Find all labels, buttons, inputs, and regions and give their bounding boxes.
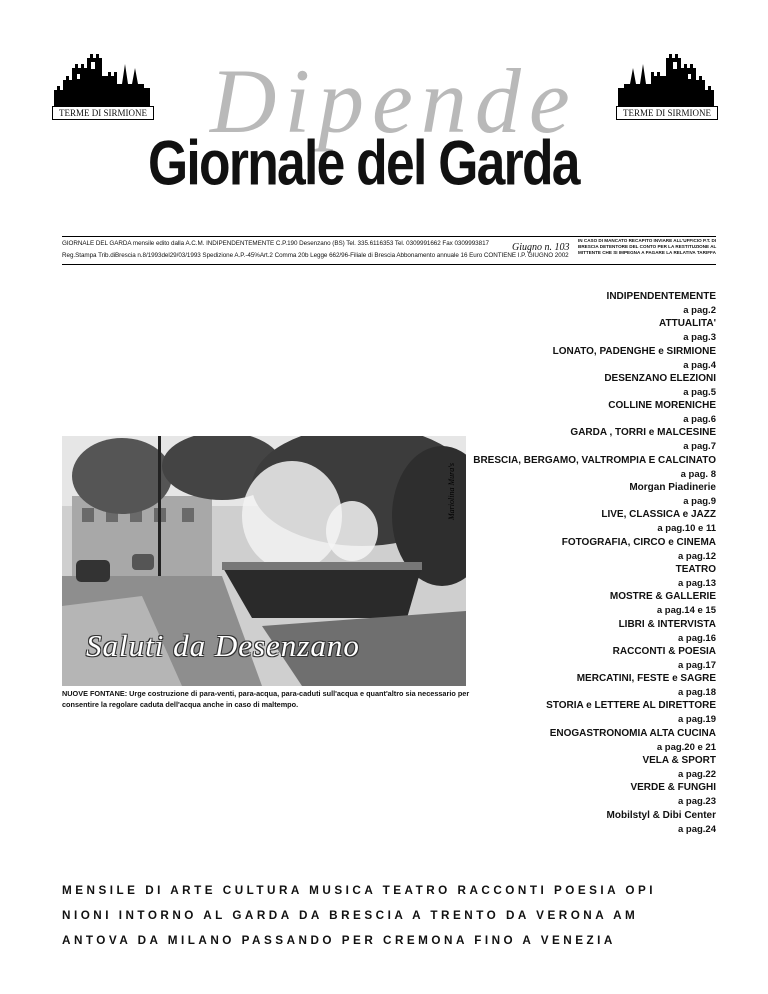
- newspaper-title: Giornale del Garda: [148, 127, 579, 199]
- registration-line: Reg.Stampa Trib.diBrescia n.8/1993del29/03/1993 Spedizione A.P.-45%Art.2 Comma 20b Legge 662/96-Filiale di Brescia Abbonamento annuale 16 Euro CONTIENE I.P. GIUGNO 2002: [62, 252, 569, 259]
- photo-overlay-text: Saluti da Desenzano: [86, 628, 360, 663]
- index-page: a pag.22: [677, 769, 716, 781]
- footer-tagline: [62, 878, 722, 953]
- index-page: a pag.16: [677, 632, 716, 644]
- right-logo-label: TERME DI SIRMIONE: [616, 106, 718, 120]
- castle-icon: [616, 50, 716, 106]
- index-page: a pag.24: [677, 823, 716, 835]
- footer-line-1: MENSILE DI ARTE CULTURA MUSICA TEATRO RACCONTI POESIA OPI: [62, 884, 657, 897]
- index-title: MOSTRE & GALLERIE: [609, 591, 716, 603]
- index-page: a pag.19: [677, 714, 716, 726]
- return-notice: IN CASO DI MANCATO RECAPITO INVIARE ALL'UFFICIO P.T. DI BRESCIA DETENTORE DEL CONTO PER LA RESTITUZIONE AL MITTENTE CHE SI IMPEGNA A PAGARE LA RELATIVA TARIFFA: [578, 238, 717, 255]
- index-title: VERDE & FUNGHI: [630, 782, 716, 794]
- index-title: Mobilstyl & Dibi Center: [606, 809, 716, 821]
- index-page: a pag.12: [677, 550, 716, 562]
- right-castle-logo: [616, 50, 716, 122]
- index-page: a pag.2: [683, 305, 716, 316]
- index-title: MERCATINI, FESTE e SAGRE: [576, 673, 716, 685]
- index-page: a pag.10 e 11: [657, 523, 716, 535]
- index-title: ATTUALITA': [659, 318, 716, 330]
- photo-caption: NUOVE FONTANE: Urge costruzione di para-venti, para-acqua, para-caduti sull'acqua e quant'altro sia necessario per consentire la regolare caduta dell'acqua anche in caso di maltempo.: [62, 689, 470, 709]
- index-page: a pag.7: [683, 441, 716, 453]
- index-title: RACCONTI & POESIA: [612, 645, 716, 657]
- photo-credit-text: Mariolina Mura's: [447, 462, 456, 520]
- index-title: STORIA e LETTERE AL DIRETTORE: [546, 700, 716, 712]
- index-title: VELA & SPORT: [642, 755, 716, 767]
- table-of-contents: [456, 290, 716, 836]
- index-page: a pag. 8: [680, 468, 716, 480]
- index-page: a pag.13: [677, 577, 716, 589]
- index-title: GARDA , TORRI e MALCESINE: [570, 427, 716, 439]
- index-page: a pag.6: [683, 414, 716, 426]
- index-title: COLLINE MORENICHE: [608, 400, 716, 412]
- index-title: BRESCIA, BERGAMO, VALTROMPIA E CALCINATO: [473, 454, 716, 466]
- index-title: LONATO, PADENGHE e SIRMIONE: [552, 345, 716, 357]
- index-page: a pag.14 e 15: [656, 605, 716, 617]
- index-page: a pag.5: [683, 386, 716, 398]
- index-page: a pag.3: [683, 332, 716, 344]
- brand-script: Dipende: [210, 50, 578, 152]
- index-title: FOTOGRAFIA, CIRCO e CINEMA: [561, 536, 716, 548]
- index-page: a pag.9: [683, 496, 716, 508]
- issue-label: Giugno n. 103: [512, 242, 570, 253]
- index-title: INDIPENDENTEMENTE: [606, 291, 716, 302]
- index-title: ENOGASTRONOMIA ALTA CUCINA: [549, 727, 716, 739]
- left-logo-label: TERME DI SIRMIONE: [52, 106, 154, 120]
- masthead-top-rule: [62, 236, 716, 237]
- index-page: a pag.17: [677, 659, 716, 671]
- index-title: Morgan Piadinerie: [629, 482, 716, 494]
- index-title: LIVE, CLASSICA e JAZZ: [601, 509, 716, 521]
- footer-line-3: ANTOVA DA MILANO PASSANDO PER CREMONA FINO A VENEZIA: [62, 934, 616, 947]
- left-castle-logo: [52, 50, 152, 122]
- index-page: a pag.23: [677, 796, 716, 808]
- index-title: DESENZANO ELEZIONI: [604, 372, 716, 384]
- index-title: LIBRI & INTERVISTA: [618, 618, 716, 630]
- masthead-bottom-rule: [62, 264, 716, 265]
- index-title: TEATRO: [675, 563, 716, 575]
- index-page: a pag.4: [683, 359, 716, 371]
- castle-icon: [52, 50, 152, 106]
- publisher-line: GIORNALE DEL GARDA mensile edito dalla A.C.M. INDIPENDENTEMENTE C.P.190 Desenzano (BS) Tel. 335.6116353 Tel. 0309991662 Fax 0309993817: [62, 240, 489, 247]
- index-page: a pag.18: [677, 687, 716, 699]
- footer-line-2: NIONI INTORNO AL GARDA DA BRESCIA A TRENTO DA VERONA AM: [62, 909, 639, 922]
- index-page: a pag.20 e 21: [656, 741, 716, 753]
